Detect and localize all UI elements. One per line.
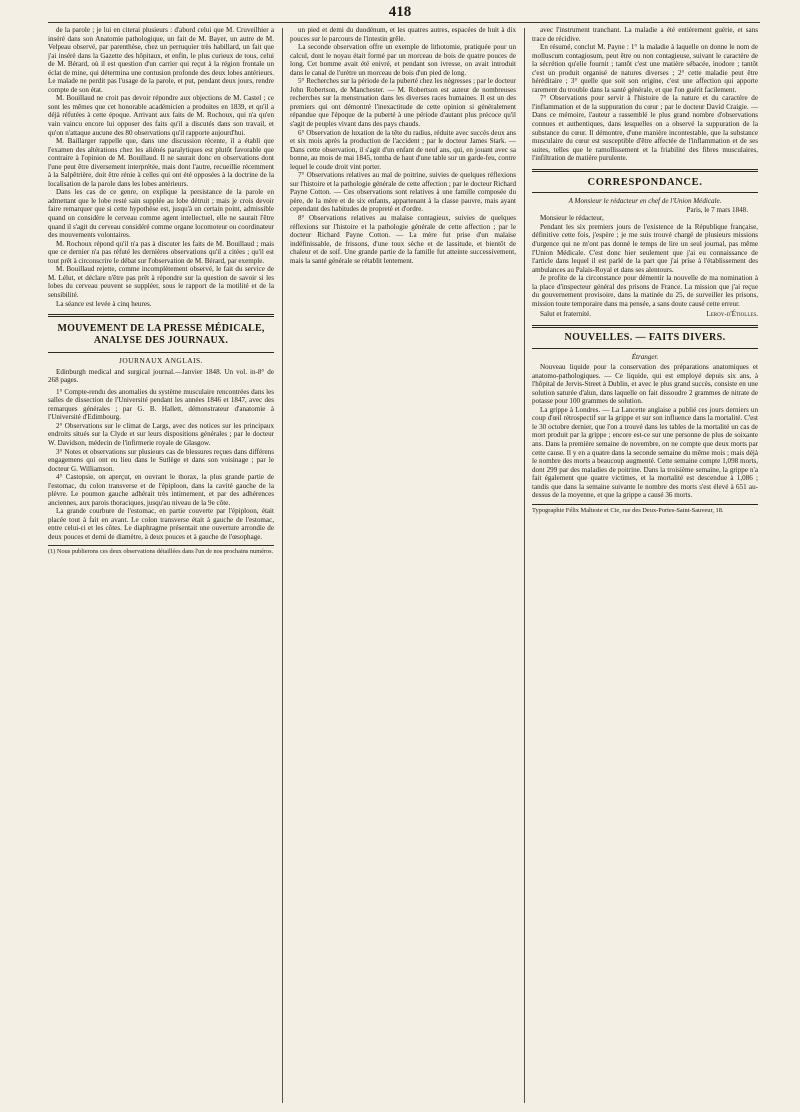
paragraph: Nouveau liquide pour la conservation des préparations anatomiques et anatomo-pathologiques. — Ce liquide, qui est employé depuis six ans, à l'hôpital de Jervis-Street à Dublin, et avec le plus grand succès, consiste en une solution saturée d'alun, dans laquelle on fait dissoudre 2 grammes de nitrate de potasse pour 100 grammes de solution. bbox=[532, 363, 758, 406]
letter-date: Paris, le 7 mars 1848. bbox=[686, 205, 748, 214]
section-heading-correspondance: CORRESPONDANCE. bbox=[587, 176, 703, 188]
letter-address: A Monsieur le rédacteur en chef de l'Union Médicale. bbox=[568, 197, 722, 206]
paragraph: M. Baillarger rappelle que, dans une discussion récente, il a établi que l'examen des altérations chez les aliénés paralytiques est plutôt favorable que contraire à l'opinion de M. Bouillaud. Il ne saurait donc en observations dont l'une peut être diversement interprétée, mais dont l'autre, recueillie récemment à la Salpêtrière, doit être rénie à celles qui ont été opposées à la doctrine de la localisation de la parole dans les lobes antérieurs. bbox=[48, 137, 274, 188]
paragraph: 4° Castopsie, on aperçut, en ouvrant le thorax, la plus grande partie de l'estomac, du colon transverse et de l'épiploon, dans la cavité gauche de la plèvre. Le poumon gauche adhérait très intimement, et par des adhérences anciennes, aux parois thoraciques, jusqu'au niveau de la 9e côte. bbox=[48, 473, 274, 507]
paragraph: Dans les cas de ce genre, on explique la persistance de la parole en admettant que le lobe resté sain supplée au lobe détruit ; mais je crois devoir faire remarquer que si cette hypothèse est, jusqu'à un certain point, admissible quand on considère le cerveau comme agent intellectuel, elle ne saurait l'être quand il s'agit du cerveau considéré comme organe locomoteur ou coordinateur des mouvements volontaires. bbox=[48, 188, 274, 240]
section-heading-nouvelles: NOUVELLES. — FAITS DIVERS. bbox=[564, 331, 726, 343]
paragraph: 1° Compte-rendu des anomalies du système musculaire rencontrées dans les salles de dissection de l'Université pendant les années 1846 et 1847, avec des remarques générales ; par G. B. Hallett, démonstrateur d'anatomie à l'Université d'Edimbourg. bbox=[48, 387, 274, 422]
paragraph: 8° Observations relatives au malaise contagieux, suivies de quelques réflexions sur l'histoire et la pathologie générale de cette affection ; par le docteur Richard Payne Cotton. — La mère fut prise d'un malaise indéfinissable, de frissons, d'une toux sèche et de lassitude, et bientôt de chaleur et de soif. Une grande partie de la famille fut atteinte successivement, mais la santé générale se rétablit lentement. bbox=[290, 214, 516, 265]
letter-signature bbox=[532, 310, 758, 319]
paragraph: 2° Observations sur le climat de Largs, avec des notices sur les principaux endroits situés sur la Clyde et sur leurs dispositions générales ; par le docteur W. Davidson, médecin de l'infirmerie royale de Glasgow. bbox=[48, 421, 274, 447]
paragraph: un pied et demi du duodénum, et les quatres autres, espacées de huit à dix pouces sur le parcours de l'intestin grêle. bbox=[290, 26, 516, 43]
section-rule bbox=[532, 169, 758, 172]
section-rule-thin bbox=[532, 192, 758, 193]
column-2 bbox=[290, 26, 516, 1106]
paragraph: avec l'instrument tranchant. La maladie a été entièrement guérie, et sans trace de récidive. bbox=[532, 26, 758, 43]
journal-citation: Edinburgh medical and surgical journal.—Janvier 1848. Un vol. in-8° de 268 pages. bbox=[48, 367, 274, 385]
section-rule bbox=[48, 314, 274, 317]
paragraph: La grippe à Londres. — La Lancette anglaise a publié ces jours derniers un coup d'œil rétrospectif sur la grippe et sur son influence dans la mortalité. C'est le 30 octobre dernier, que l'on a trouvé dans les tables de la mortalité un cas de mort produit par la grippe ; encore est-ce sur une personne de plus de soixante ans. Dans la première semaine de novembre, on ne compte que deux morts par cette cause. Il y en a quatre dans la seconde semaine du même mois ; mais déjà le nombre des morts a beaucoup augmenté. Cette semaine compte 1,098 morts, dont 299 par des maladies de poitrine. Dans la troisième semaine, la grippe n'a fait également que quatre victimes, et la mortalité est descendue à 1,086 ; tandis que dans la semaine suivante le nombre des morts s'est élevé à 651 au-dessus de la moyenne, et que la grippe a causé 36 morts. bbox=[532, 405, 758, 500]
letter-salutation: Monsieur le rédacteur, bbox=[540, 214, 604, 223]
paragraph: La grande courbure de l'estomac, en partie couverte par l'épiploon, était placée tout à fait en avant. Le colon transverse était à gauche de l'estomac, entre celui-ci et les côtes. Le diaphragme présentait une ouverture arrondie de deux pouces et demi de diamètre, à deux pouces et à gauche de l'œsophage. bbox=[48, 507, 274, 541]
paragraph: M. Bouillaud rejette, comme incomplètement observé, le fait du service de M. Lélut, et déclare n'être pas prêt à répondre sur la question de savoir si les lobes du cerveau peuvent se suppléer, sous le rapport de la motilité et de la sensibilité. bbox=[48, 265, 274, 299]
printer-imprint bbox=[532, 504, 758, 515]
session-closing: La séance est levée à cinq heures. bbox=[56, 299, 152, 308]
paragraph: 5° Recherches sur la période de la puberté chez les nègresses ; par le docteur John Robertson, de Manchester. — M. Robertson est auteur de nombreuses recherches sur la menstruation dans les diverses races humaines. Il est un des premiers qui ont démontré l'inexactitude de cette opinion si généralement répandue que l'époque de la puberté à une période d'autant plus précoce qu'il s'agit de peuples vivant dans des pays chauds. bbox=[290, 77, 516, 129]
paragraph: 7° Observations pour servir à l'histoire de la nature et du caractère de l'inflammation et de la suppuration du cœur ; par le docteur David Craigie. — Dans ce mémoire, l'auteur a rassemblé le plus grand nombre d'observations connues et authentiques, dans lesquelles on a observé la suppuration de la substance du cœur. Il démontre, d'une manière incontestable, que la substance musculaire du cœur est susceptible d'être affectée de l'inflammation et de ses suites, telles que le ramollissement et la friabilité des fibres musculaires, l'infiltration de matière purulente. bbox=[532, 94, 758, 163]
paragraph: de la parole ; je lui en citerai plusieurs : d'abord celui que M. Cruveilhier a inséré dans son Anatomie pathologique, un fait de M. Bayer, un autre de M. Velpeau observé, par parenthèse, chez un perruquier très habillard, un fait que j'ai inséré dans la Gazette des hôpitaux, et enfin, le plus curieux de tous, celui de M. Bérard, où il est question d'un carrier qui reçut à la région frontale un éclat de mine, qui détermina une contusion profonde des deux lobes antérieurs. Le malade ne perdit pas l'usage de la parole, et put, pendant deux jours, rendre compte de son état. bbox=[48, 26, 274, 94]
subheading-etranger: Étranger. bbox=[631, 352, 659, 361]
header-rule bbox=[48, 22, 760, 23]
paragraph: 3° Notes et observations sur plusieurs cas de blessures reçues dans différens engagemens qui ont eu lieu dans le Sutlège et dans son voisinage ; par le docteur G. Williamson. bbox=[48, 447, 274, 473]
section-rule-thin bbox=[48, 352, 274, 353]
printer-name: Typographie Félix Malteste et Cie, rue des Deux-Portes-Saint-Sauveur, 18. bbox=[532, 506, 724, 514]
paragraph: 6° Observation de luxation de la tête du radius, réduite avec succès deux ans et six mois après la production de l'accident ; par le docteur James Stark. — Dans cette observation, il s'agit d'un enfant de neuf ans, qui, en jouant avec sa bonne, au mois de mai 1845, tomba de haut d'une table sur un garde-feu, contre lequel le coude droit vint porter. bbox=[290, 128, 516, 171]
paragraph: M. Bouillaud ne croit pas devoir répondre aux objections de M. Castel ; ce sont les mêmes que cet honorable académicien a produites en 1839, et qu'il a déjà réfutées à cette époque. Arrivant aux faits de M. Rochoux, qui n'a qu'en vain vaincu encore lui opposer des faits qu'il a discutés dans son travail, et qu'on n'attaque aucune des 80 observations qu'il rapporte aujourd'hui. bbox=[48, 94, 274, 137]
column-divider-1 bbox=[282, 28, 283, 1103]
closing-formula: Salut et fraternité. bbox=[540, 310, 592, 319]
paragraph: La seconde observation offre un exemple de lithotomie, pratiquée pour un calcul, dont le noyau était formé par un morceau de bois de quatre pouces de long. Cet homme avait été enivré, et pendant son ivresse, on avait introduit dans le canal de l'urètre un morceau de bois d'un pied de long. bbox=[290, 43, 516, 77]
footnote: (1) Nous publierons ces deux observations détaillées dans l'un de nos prochains numéros. bbox=[48, 545, 274, 555]
column-3 bbox=[532, 26, 758, 1106]
page-number: 418 bbox=[388, 4, 412, 20]
paragraph: En résumé, conclut M. Payne : 1° la maladie à laquelle on donne le nom de molluscum contagiosum, peut être ou non contagieuse, suivant le caractère de la sécrétion qu'elle fournit ; tantôt c'est une matière sébacée, inodore ; tantôt c'est un produit organisé de natures diverses ; 2° cette maladie peut être héréditaire ; 3° quelle que soit son origine, c'est une affection qui apporte rarement du trouble dans la santé générale, et que l'on guérit facilement. bbox=[532, 43, 758, 94]
subheading-journaux-anglais: JOURNAUX ANGLAIS. bbox=[118, 356, 204, 366]
paragraph: M. Rochoux répond qu'il n'a pas à discuter les faits de M. Bouillaud ; mais que ce dernier n'a pas réfuté les dernières observations qu'il a citées ; qu'il est tout prêt à circonscrire le débat sur l'observation de M. Bérard, par exemple. bbox=[48, 239, 274, 265]
column-divider-2 bbox=[524, 28, 525, 1103]
paragraph: Je profite de la circonstance pour démentir la nouvelle de ma nomination à la place d'inspecteur général des prisons de France. La mission que j'ai reçue du gouvernement provisoire, dans la matinée du 25, de surveiller les prisons, mission toute temporaire dans ma pensée, a sans doute causé cette erreur. bbox=[532, 274, 758, 308]
paragraph: Pendant les six premiers jours de l'existence de la République française, définitive cette fois, j'espère ; je me suis trouvé chargé de plusieurs missions d'urgence qui ne m'ont pas donné le temps de lire un seul journal, pas même l'Union Médicale. C'est donc hier seulement que j'ai eu connaissance de l'article dans lequel il est parlé de la part que j'ai prise à l'établissement des ambulances au Palais-Royal et dans ses alentours. bbox=[532, 222, 758, 274]
column-1 bbox=[48, 26, 274, 1106]
section-rule-thin bbox=[532, 348, 758, 349]
signature-name: Leroy-d'Étiolles. bbox=[706, 310, 758, 319]
section-heading-mouvement: MOUVEMENT DE LA PRESSE MÉDICALE, ANALYSE DES JOURNAUX. bbox=[57, 323, 265, 347]
paragraph: 7° Observations relatives au mal de poitrine, suivies de quelques réflexions sur l'histoire et la pathologie générale de cette affection ; par le docteur Richard Payne Cotton. — Ces observations sont relatives à une famille composée du père, de la mère et de six enfants, appartenant à la classe pauvre, mais ayant cependant des habitudes de propreté et d'ordre. bbox=[290, 171, 516, 214]
section-rule bbox=[532, 325, 758, 328]
